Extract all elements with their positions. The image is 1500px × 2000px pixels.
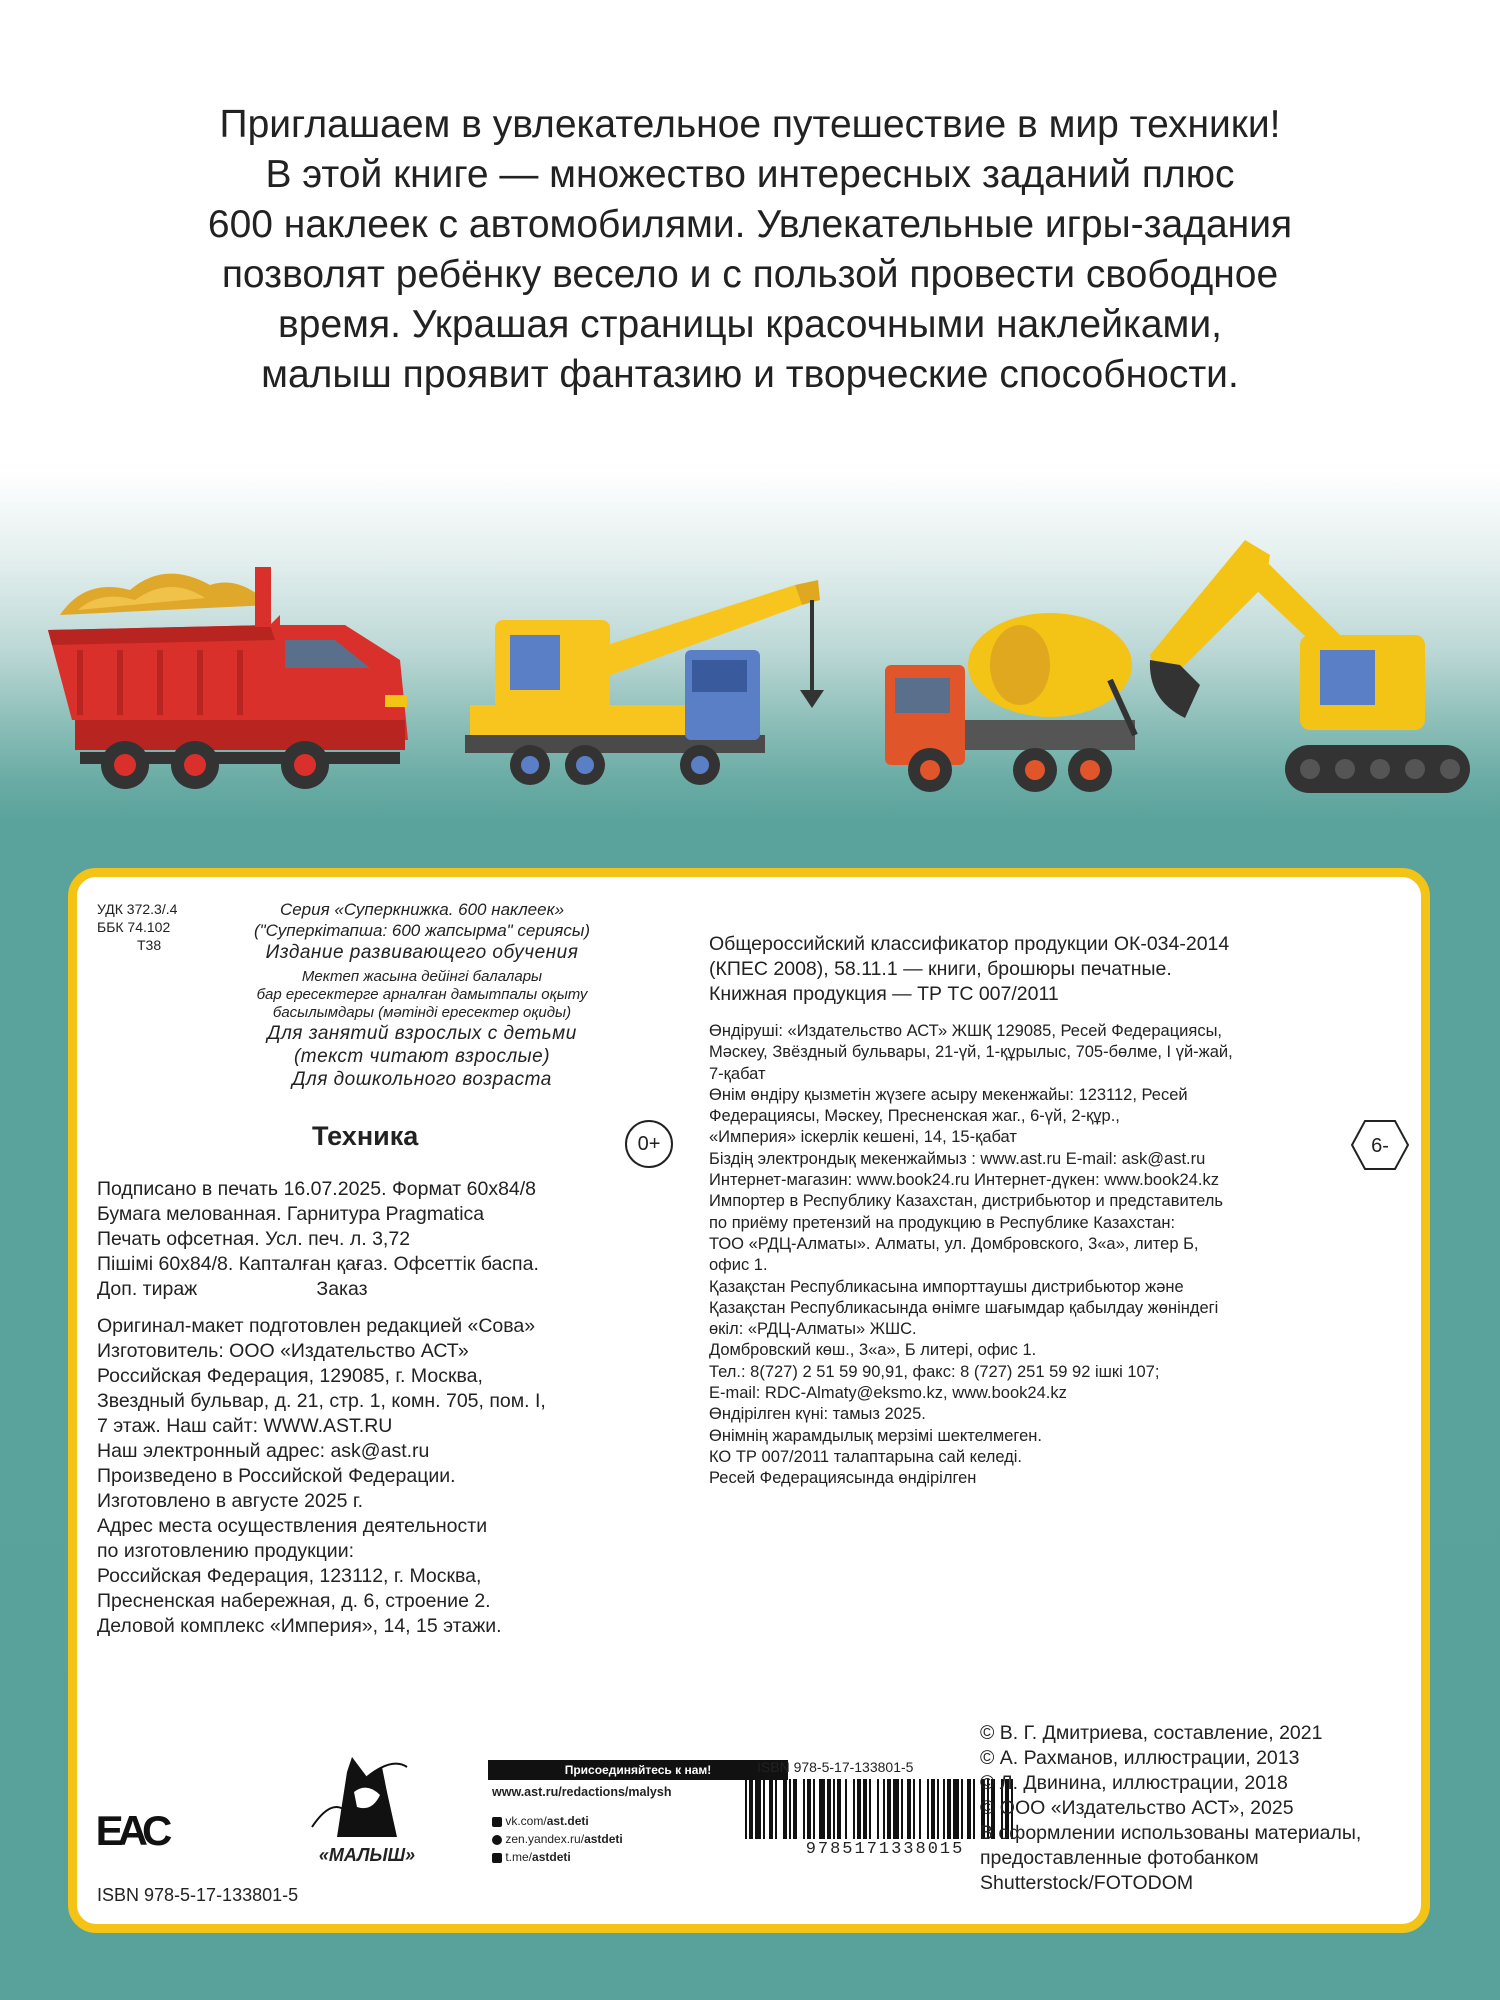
barcode-bar	[745, 1779, 747, 1839]
copyright-block	[980, 1721, 1361, 1896]
kz-info-line: по приёму претензий на продукцию в Республике Казахстан:	[709, 1213, 1176, 1232]
eac-mark	[95, 1795, 167, 1857]
kz-info-line: Біздің электрондық мекенжаймыз : www.ast.ru E-mail: ask@ast.ru	[709, 1149, 1206, 1168]
kz-info-line: Қазақстан Республикасында өнімге шағымдар қабылдау жөніндегі	[709, 1298, 1219, 1317]
classifier-info-line: Общероссийский классификатор продукции ОК-034-2014	[709, 933, 1230, 955]
book-title: Техника	[312, 1121, 419, 1151]
barcode-bar	[953, 1779, 959, 1839]
kz-info-line: өкіл: «РДЦ-Алматы» ЖШС.	[709, 1320, 917, 1339]
barcode-bar	[775, 1779, 777, 1839]
malysh-logo	[292, 1737, 442, 1877]
eac-icon	[95, 1795, 167, 1857]
copyright-line: © В. Г. Дмитриева, составление, 2021	[980, 1722, 1323, 1744]
series-line: Серия «Суперкнижка. 600 наклеек»	[279, 900, 565, 919]
barcode-bar	[901, 1779, 903, 1839]
barcode-bar	[893, 1779, 899, 1839]
barcode-bar	[793, 1779, 797, 1839]
publisher-info-line: Изготовитель: ООО «Издательство АСТ»	[97, 1340, 469, 1362]
series-line: ("Суперкітапша: 600 жапсырма" сериясы)	[253, 921, 591, 940]
age-rating-badge: 0+	[625, 1120, 673, 1168]
barcode-bar	[783, 1779, 787, 1839]
print-info-line: Подписано в печать 16.07.2025. Формат 60х84/8	[97, 1178, 537, 1200]
malysh-logo-text: «МАЛЫШ»	[318, 1845, 416, 1865]
svg-text:EAC: EAC	[95, 1807, 167, 1854]
social-links	[492, 1812, 623, 1866]
join-us-url[interactable]: www.ast.ru/redactions/malysh	[492, 1785, 672, 1799]
print-info-line: Печать офсетная. Усл. печ. л. 3,72	[97, 1228, 411, 1250]
barcode-bar	[883, 1779, 885, 1839]
barcode-digits: 9785171338015	[805, 1840, 965, 1859]
copyright-line: Shutterstock/FOTODOM	[980, 1872, 1194, 1894]
copyright-line: предоставленные фотобанком	[980, 1847, 1259, 1869]
series-kz-line: басылымдары (мәтінді ересектер оқиды)	[272, 1004, 572, 1021]
barcode-bar	[845, 1779, 847, 1839]
barcode-bar	[769, 1779, 773, 1839]
classifier-info	[709, 932, 1229, 1007]
barcode-bars	[745, 1779, 1013, 1839]
kz-info-line: офис 1.	[709, 1256, 768, 1275]
intro-text	[0, 100, 1500, 400]
kz-info	[709, 1021, 1233, 1490]
publisher-info-line: Звездный бульвар, д. 21, стр. 1, комн. 705, пом. I,	[97, 1390, 546, 1412]
publisher-info-line: Наш электронный адрес: ask@ast.ru	[97, 1440, 430, 1462]
social-link-telegram[interactable]: t.me/astdeti	[492, 1848, 623, 1866]
barcode-bar	[819, 1779, 825, 1839]
excavator-illustration	[1150, 540, 1470, 793]
copyright-line: В оформлении использованы материалы,	[980, 1822, 1362, 1844]
barcode-bar	[853, 1779, 855, 1839]
kz-info-line: Федерациясы, Мәскеу, Пресненская жаг., 6-үй, 2-құр.,	[709, 1107, 1120, 1126]
copyright-line: © А. Рахманов, иллюстрации, 2013	[980, 1747, 1300, 1769]
kz-info-line: Мәскеу, Звёздный бульвары, 21-үй, 1-құрылыс, 705-бөлме, I үй-жай,	[709, 1043, 1233, 1062]
kz-info-line: КО ТР 007/2011 талаптарына сай келеді.	[709, 1447, 1023, 1466]
publisher-info-line: Деловой комплекс «Империя», 14, 15 этажи.	[97, 1615, 502, 1637]
publisher-info-line: Изготовлено в августе 2025 г.	[97, 1490, 364, 1512]
crane-truck-illustration	[465, 580, 824, 785]
kz-info-line: Тел.: 8(727) 2 51 59 90,91, факс: 8 (727) 251 59 92 ішкі 107;	[709, 1362, 1160, 1381]
barcode-bar	[807, 1779, 811, 1839]
kz-info-line: ТОО «РДЦ-Алматы». Алматы, ул. Домбровского, 3«а», литер Б,	[709, 1234, 1199, 1253]
intro-line: позволят ребёнку весело и с пользой провести свободное	[221, 253, 1279, 296]
classifier-info-line: Книжная продукция — ТР ТС 007/2011	[709, 983, 1059, 1005]
vehicles-illustration	[0, 500, 1500, 830]
publisher-info-line: по изготовлению продукции:	[97, 1540, 355, 1562]
dump-truck-illustration	[48, 567, 408, 789]
vk-icon	[492, 1817, 502, 1827]
zen-icon	[492, 1835, 502, 1845]
publisher-info-line: Оригинал-макет подготовлен редакцией «Сова»	[97, 1315, 536, 1337]
kz-info-line: Интернет-магазин: www.book24.ru Интернет-дүкен: www.book24.kz	[709, 1171, 1219, 1190]
barcode-bar	[833, 1779, 835, 1839]
telegram-icon	[492, 1853, 502, 1863]
series-kz-line: бар ересектерге арналған дамытпалы оқыту	[256, 986, 588, 1003]
copyright-line: © Л. Двинина, иллюстрации, 2018	[980, 1772, 1288, 1794]
intro-line: малыш проявит фантазию и творческие способности.	[261, 353, 1239, 396]
kz-info-line: Домбровский көш., 3«а», Б литері, офис 1.	[709, 1341, 1037, 1360]
intro-line: время. Украшая страницы красочными наклейками,	[278, 303, 1222, 346]
barcode-bar	[967, 1779, 971, 1839]
social-link-zen[interactable]: zen.yandex.ru/astdeti	[492, 1830, 623, 1848]
barcode-bar	[931, 1779, 935, 1839]
age-hexagon-text: 6-	[1371, 1135, 1389, 1157]
barcode-bar	[947, 1779, 951, 1839]
bbk-code: ББК 74.102	[97, 919, 171, 935]
series-ru-line: Для занятий взрослых с детьми	[267, 1023, 577, 1044]
barcode-bar	[937, 1779, 939, 1839]
kz-info-line: Өнімнің жарамдылық мерзімі шектелмеген.	[709, 1426, 1042, 1445]
kz-info-line: Қазақстан Республикасына импорттаушы дистрибьютор және	[709, 1277, 1184, 1296]
series-ru-line: (текст читают взрослые)	[293, 1046, 551, 1067]
barcode-bar	[803, 1779, 805, 1839]
publisher-info	[97, 1314, 546, 1639]
series-ru-line: Для дошкольного возраста	[292, 1069, 552, 1090]
malysh-logo-icon	[292, 1737, 442, 1847]
classifier-info-line: (КПЕС 2008), 58.11.1 — книги, брошюры печатные.	[709, 958, 1172, 980]
join-us-header: Присоединяйтесь к нам!	[488, 1760, 788, 1780]
kz-info-line: Ресей Федерациясында өндірілген	[709, 1469, 977, 1488]
series-line: Издание развивающего обучения	[265, 942, 579, 963]
barcode-bar	[763, 1779, 765, 1839]
print-info	[97, 1177, 539, 1302]
copyright-line: © ООО «Издательство АСТ», 2025	[980, 1797, 1294, 1819]
barcode-bar	[827, 1779, 831, 1839]
barcode-bar	[755, 1779, 761, 1839]
barcode-bar	[869, 1779, 871, 1839]
barcode-bar	[907, 1779, 911, 1839]
kz-info-line: Өнім өндіру қызметін жүзеге асыру мекенжайы: 123112, Ресей	[709, 1085, 1188, 1104]
isbn-bottom: ISBN 978-5-17-133801-5	[97, 1885, 299, 1905]
barcode-bar	[877, 1779, 879, 1839]
intro-line: 600 наклеек с автомобилями. Увлекательные игры-задания	[207, 203, 1293, 246]
publisher-info-line: 7 этаж. Наш сайт: WWW.AST.RU	[97, 1415, 393, 1437]
kz-info-line: «Империя» іскерлік кешені, 14, 15-қабат	[709, 1128, 1017, 1147]
publisher-info-line: Российская Федерация, 123112, г. Москва,	[97, 1565, 482, 1587]
kz-info-line: Импортер в Республику Казахстан, дистрибьютор и представитель	[709, 1192, 1223, 1211]
intro-line: В этой книге — множество интересных заданий плюс	[265, 153, 1235, 196]
imprint-panel	[68, 868, 1430, 1933]
barcode-bar	[863, 1779, 867, 1839]
publisher-info-line: Адрес места осуществления деятельности	[97, 1515, 488, 1537]
barcode-bar	[913, 1779, 915, 1839]
social-link-vk[interactable]: vk.com/ast.deti	[492, 1812, 623, 1830]
kz-info-line: Өндіруші: «Издательство АСТ» ЖШҚ 129085, Ресей Федерациясы,	[709, 1022, 1223, 1040]
barcode-bar	[919, 1779, 921, 1839]
print-info-line: Доп. тираж Заказ	[97, 1278, 368, 1300]
concrete-mixer-illustration	[885, 613, 1135, 792]
barcode-bar	[857, 1779, 861, 1839]
print-info-line: Пішімі 60х84/8. Капталған қағаз. Офсеттік баспа.	[97, 1253, 539, 1275]
barcode-bar	[813, 1779, 815, 1839]
barcode-bar	[927, 1779, 929, 1839]
udk-code: УДК 372.3/.4	[97, 901, 178, 917]
kz-info-line: E-mail: RDC-Almaty@eksmo.kz, www.book24.kz	[709, 1384, 1067, 1403]
publisher-info-line: Пресненская набережная, д. 6, строение 2.	[97, 1590, 491, 1612]
series-kz-line: Мектеп жасына дейінгі балалары	[301, 968, 543, 985]
barcode-bar	[961, 1779, 963, 1839]
barcode-bar	[789, 1779, 791, 1839]
kz-info-line: Өндірілген күні: тамыз 2025.	[709, 1405, 926, 1424]
kz-info-line: 7-қабат	[709, 1064, 766, 1083]
barcode-bar	[973, 1779, 975, 1839]
series-block	[237, 899, 607, 1091]
publisher-info-line: Произведено в Российской Федерации.	[97, 1465, 456, 1487]
barcode-bar	[887, 1779, 891, 1839]
barcode-bar	[749, 1779, 753, 1839]
barcode-bar	[943, 1779, 945, 1839]
intro-line: Приглашаем в увлекательное путешествие в мир техники!	[219, 103, 1281, 146]
author-code: Т38	[137, 937, 162, 953]
barcode-bar	[837, 1779, 841, 1839]
barcode-isbn: ISBN 978-5-17-133801-5	[757, 1759, 914, 1775]
print-info-line: Бумага мелованная. Гарнитура Pragmatica	[97, 1203, 485, 1225]
publisher-info-line: Российская Федерация, 129085, г. Москва,	[97, 1365, 483, 1387]
age-hexagon-badge	[1350, 1119, 1410, 1171]
